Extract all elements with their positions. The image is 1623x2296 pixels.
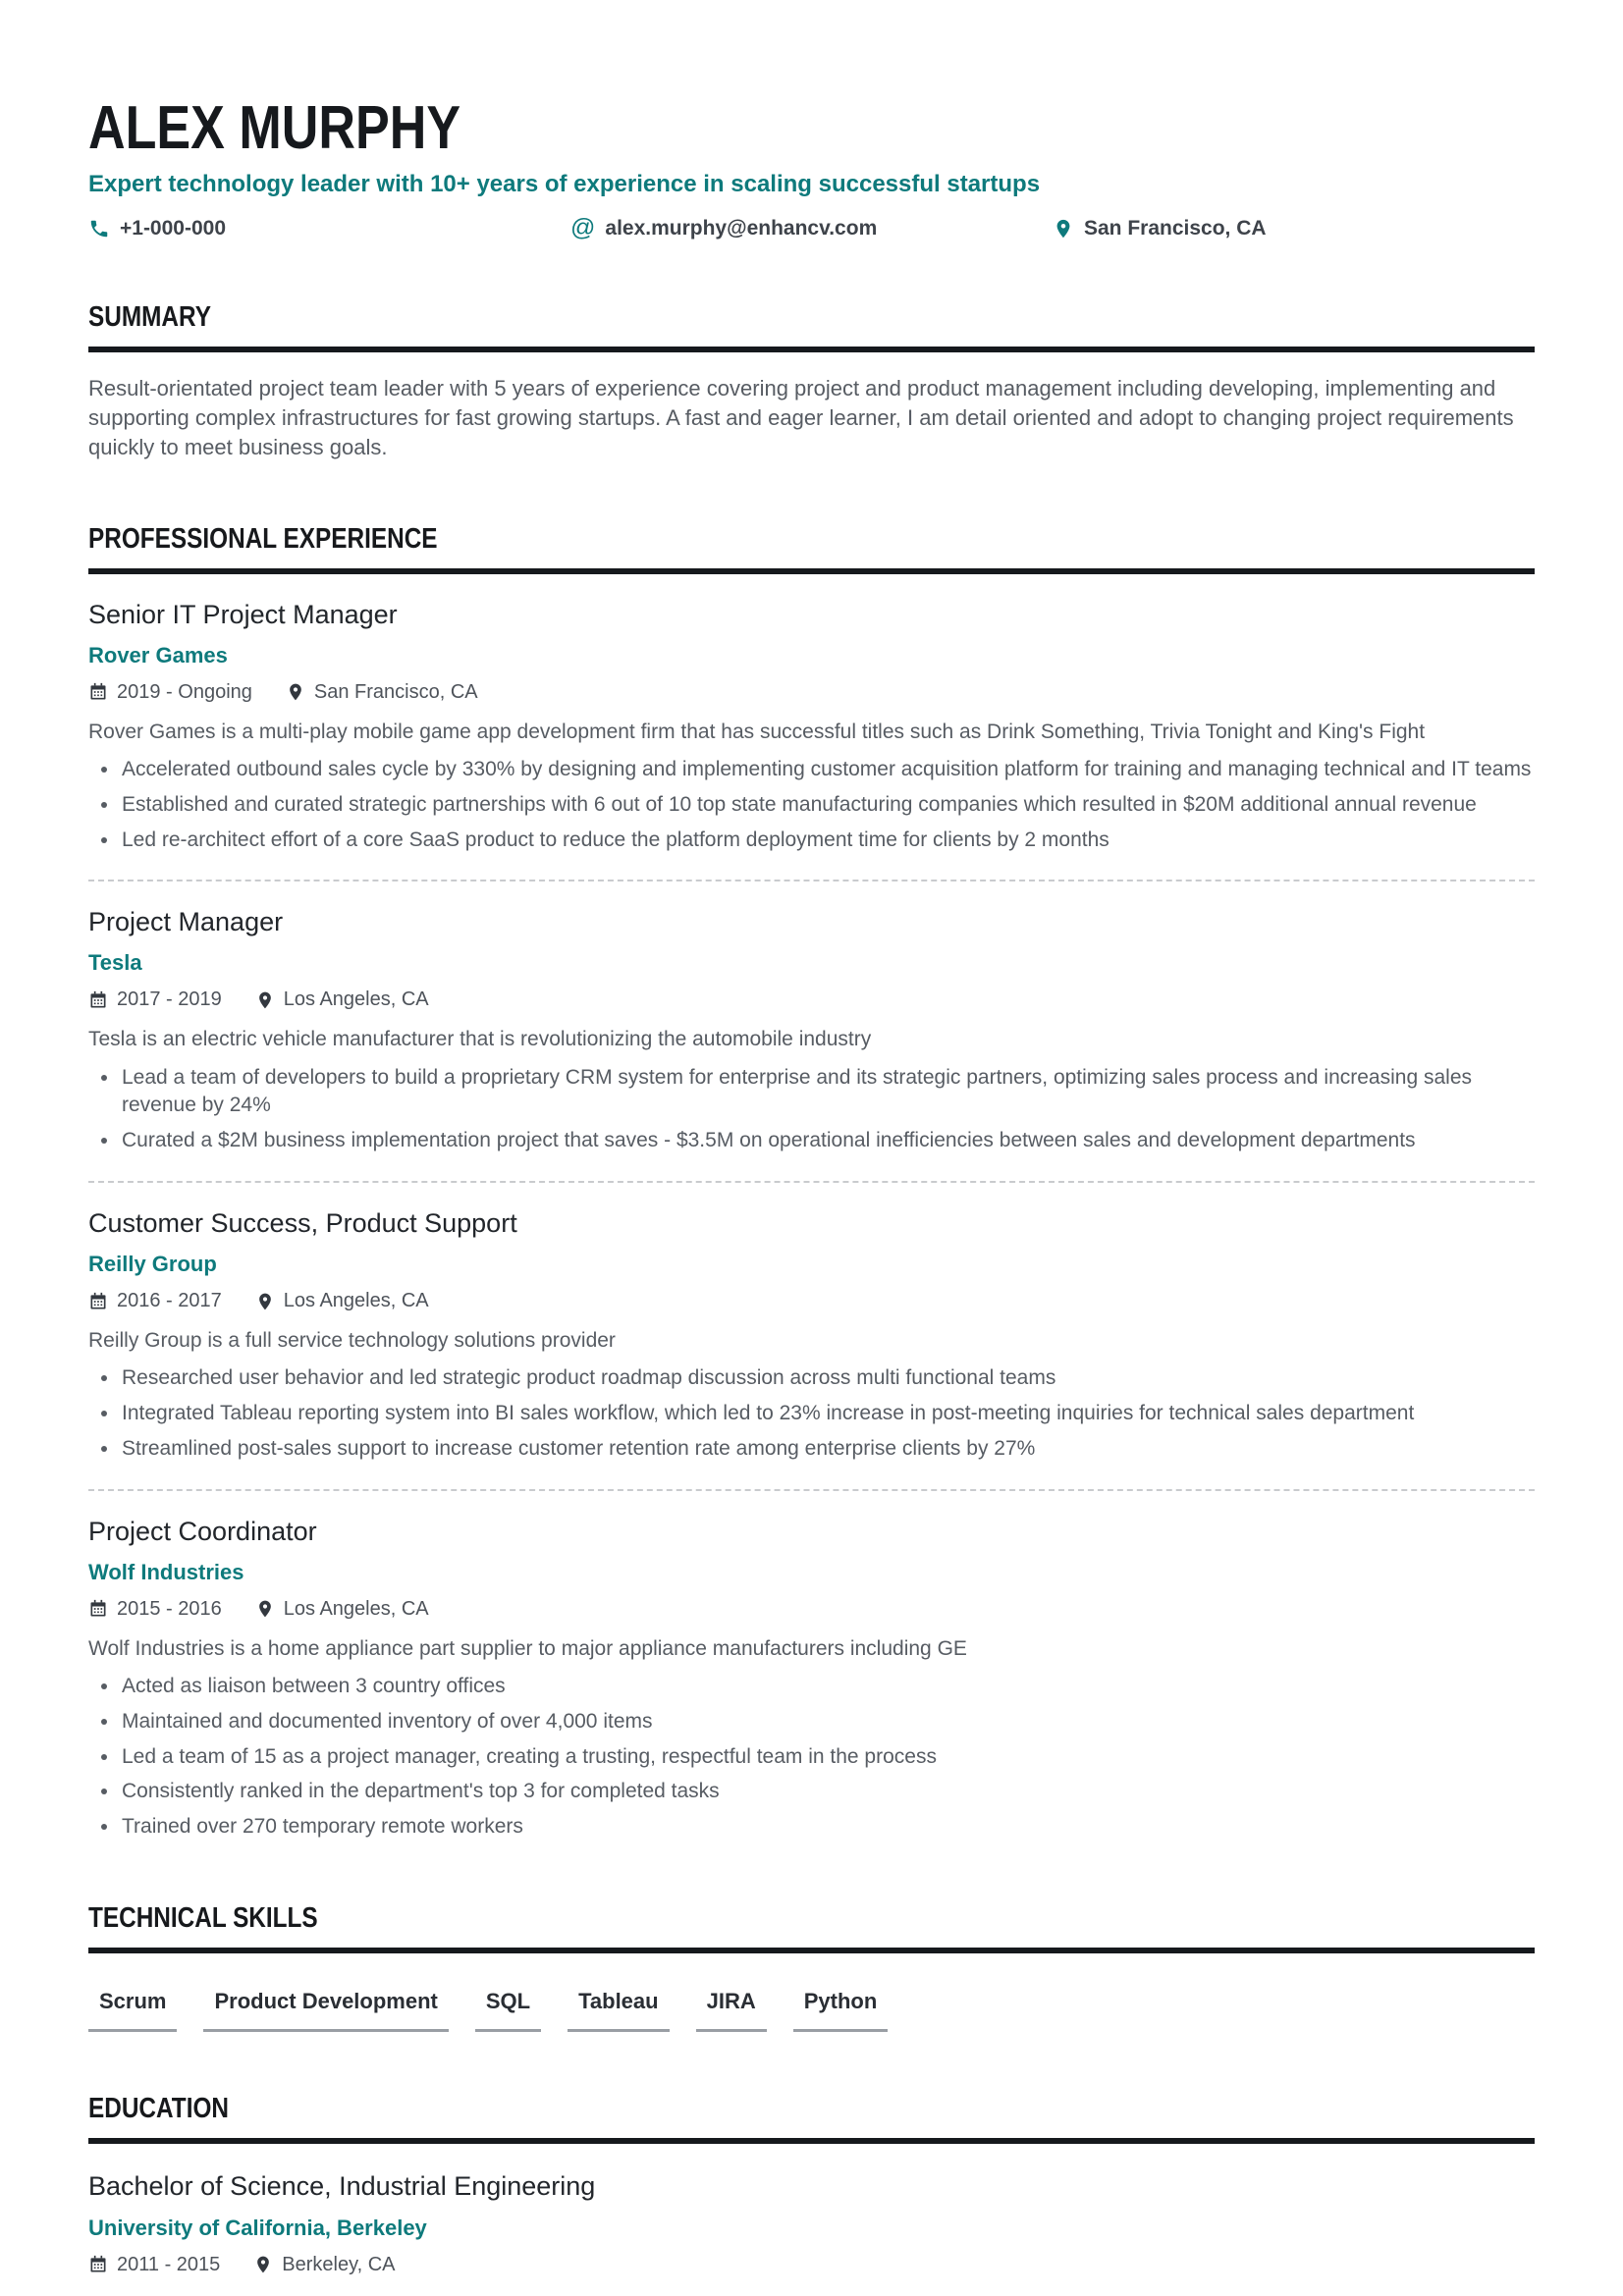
contact-location <box>1053 217 1535 240</box>
job-dates <box>88 681 252 704</box>
job-company: Wolf Industries <box>88 1559 244 1584</box>
job-location-text: Los Angeles, CA <box>283 1290 429 1311</box>
job-location <box>255 988 429 1011</box>
job-location <box>255 1598 429 1621</box>
skills-section <box>88 1902 1535 2032</box>
pin-icon <box>286 682 305 702</box>
education-dates-text: 2011 - 2015 <box>117 2253 221 2275</box>
education-school: University of California, Berkeley <box>88 2215 427 2240</box>
job-meta <box>88 988 1535 1011</box>
bullet-item: • Accelerated outbound sales cycle by 330% by designing and implementing customer acquisition platform for training and managing technical and IT teams <box>120 756 1535 784</box>
pin-icon <box>255 990 275 1010</box>
contact-phone <box>88 217 570 240</box>
skill-tag: JIRA <box>696 1989 767 2032</box>
pin-icon <box>253 2255 273 2274</box>
contact-location-text: San Francisco, CA <box>1084 216 1267 240</box>
skill-tag: Product Development <box>203 1989 448 2032</box>
at-icon: @ <box>570 214 596 241</box>
bullet-item: • Acted as liaison between 3 country offices <box>120 1673 1535 1701</box>
job-title: Project Manager <box>88 907 284 937</box>
job-description: Reilly Group is a full service technology solutions provider <box>88 1329 616 1352</box>
pin-icon <box>255 1292 275 1311</box>
job-entry <box>88 574 1535 855</box>
job-meta <box>88 681 1535 704</box>
bullet-item: • Streamlined post-sales support to increase customer retention rate among enterprise clients by 27% <box>120 1435 1535 1464</box>
summary-text: Result-orientated project team leader with 5 years of experience covering project and product management including developing, implementing and supporting complex infrastructures for fast growing startups. A fast and eager learner, I am detail oriented and adopt to changing project requirements quickly to meet business goals. <box>88 376 1514 459</box>
calendar-icon <box>88 682 108 702</box>
resume-header <box>88 94 1535 241</box>
contact-row <box>88 216 1535 240</box>
bullet-item: • Lead a team of developers to build a proprietary CRM system for enterprise and its strategic partners, optimizing sales process and increasing sales revenue by 24% <box>120 1064 1535 1121</box>
calendar-icon <box>88 1292 108 1311</box>
job-dates-text: 2016 - 2017 <box>117 1290 222 1311</box>
candidate-name: ALEX MURPHY <box>88 94 461 162</box>
job-location <box>255 1290 429 1312</box>
jobs-list <box>88 574 1535 1842</box>
job-company: Tesla <box>88 950 142 976</box>
bullet-list <box>88 1364 1535 1463</box>
tagline: Expert technology leader with 10+ years of experience in scaling successful startups <box>88 171 1041 197</box>
bullet-item: • Researched user behavior and led strategic product roadmap discussion across multi functional teams <box>120 1364 1535 1393</box>
job-dates <box>88 1290 222 1312</box>
calendar-icon <box>88 990 108 1010</box>
job-location-text: San Francisco, CA <box>313 680 478 703</box>
phone-icon <box>88 218 110 240</box>
job-location-text: Los Angeles, CA <box>283 1597 429 1620</box>
pin-icon <box>1053 218 1074 240</box>
bullet-item: • Led re-architect effort of a core SaaS product to reduce the platform deployment time for clients by 2 months <box>120 827 1535 855</box>
job-entry <box>88 1183 1535 1464</box>
job-company: Rover Games <box>88 642 228 667</box>
job-title: Senior IT Project Manager <box>88 599 398 629</box>
bullet-item: • Consistently ranked in the department's top 3 for completed tasks <box>120 1778 1535 1806</box>
job-dates <box>88 1598 222 1621</box>
calendar-icon <box>88 1599 108 1619</box>
pin-icon <box>255 1599 275 1619</box>
skill-tag: Scrum <box>88 1989 177 2032</box>
experience-section <box>88 523 1535 1842</box>
job-meta <box>88 1598 1535 1621</box>
education-section-title: EDUCATION <box>88 2093 1535 2144</box>
job-title: Project Coordinator <box>88 1516 317 1546</box>
skill-tag: SQL <box>475 1989 541 2032</box>
job-dates-text: 2017 - 2019 <box>117 988 222 1011</box>
skills-list <box>88 1989 1535 2032</box>
bullet-item: • Integrated Tableau reporting system into BI sales workflow, which led to 23% increase in post-meeting inquiries for technical sales department <box>120 1400 1535 1428</box>
bullet-list <box>88 1673 1535 1842</box>
education-degree: Bachelor of Science, Industrial Engineering <box>88 2170 596 2201</box>
contact-email-text: alex.murphy@enhancv.com <box>605 216 878 240</box>
education-location-text: Berkeley, CA <box>282 2253 396 2275</box>
bullet-item: • Trained over 270 temporary remote workers <box>120 1813 1535 1842</box>
bullet-list <box>88 756 1535 854</box>
skills-section-title: TECHNICAL SKILLS <box>88 1902 1535 1953</box>
summary-section-title: SUMMARY <box>88 301 1535 352</box>
education-location <box>253 2254 395 2276</box>
bullet-item: • Maintained and documented inventory of over 4,000 items <box>120 1708 1535 1736</box>
job-dates-text: 2019 - Ongoing <box>117 680 252 703</box>
bullet-item: • Led a team of 15 as a project manager, creating a trusting, respectful team in the process <box>120 1743 1535 1772</box>
contact-phone-text: +1-000-000 <box>120 216 227 240</box>
education-meta <box>88 2254 1535 2276</box>
job-company: Reilly Group <box>88 1252 217 1276</box>
job-description: Wolf Industries is a home appliance part supplier to major appliance manufacturers including GE <box>88 1636 967 1660</box>
bullet-item: • Established and curated strategic partnerships with 6 out of 10 top state manufacturing companies which resulted in $20M additional annual revenue <box>120 791 1535 820</box>
job-entry <box>88 881 1535 1155</box>
page-title <box>88 94 1535 162</box>
bullet-item: • Curated a $2M business implementation project that saves - $3.5M on operational inefficiencies between sales and development departments <box>120 1127 1535 1155</box>
contact-email <box>570 216 1053 240</box>
job-dates-text: 2015 - 2016 <box>117 1597 222 1620</box>
job-description: Rover Games is a multi-play mobile game app development firm that has successful titles such as Drink Something, Trivia Tonight and King's Fight <box>88 720 1426 743</box>
skill-tag: Python <box>793 1989 889 2032</box>
job-location <box>286 681 478 704</box>
calendar-icon <box>88 2255 108 2274</box>
experience-section-title: PROFESSIONAL EXPERIENCE <box>88 523 1535 574</box>
job-entry <box>88 1491 1535 1842</box>
job-meta <box>88 1290 1535 1312</box>
skill-tag: Tableau <box>568 1989 670 2032</box>
education-section <box>88 2093 1535 2276</box>
bullet-list <box>88 1064 1535 1155</box>
summary-section <box>88 301 1535 462</box>
job-description: Tesla is an electric vehicle manufacturer that is revolutionizing the automobile industry <box>88 1028 872 1051</box>
job-title: Customer Success, Product Support <box>88 1208 517 1238</box>
job-dates <box>88 988 222 1011</box>
job-location-text: Los Angeles, CA <box>283 988 429 1011</box>
education-dates <box>88 2254 220 2276</box>
